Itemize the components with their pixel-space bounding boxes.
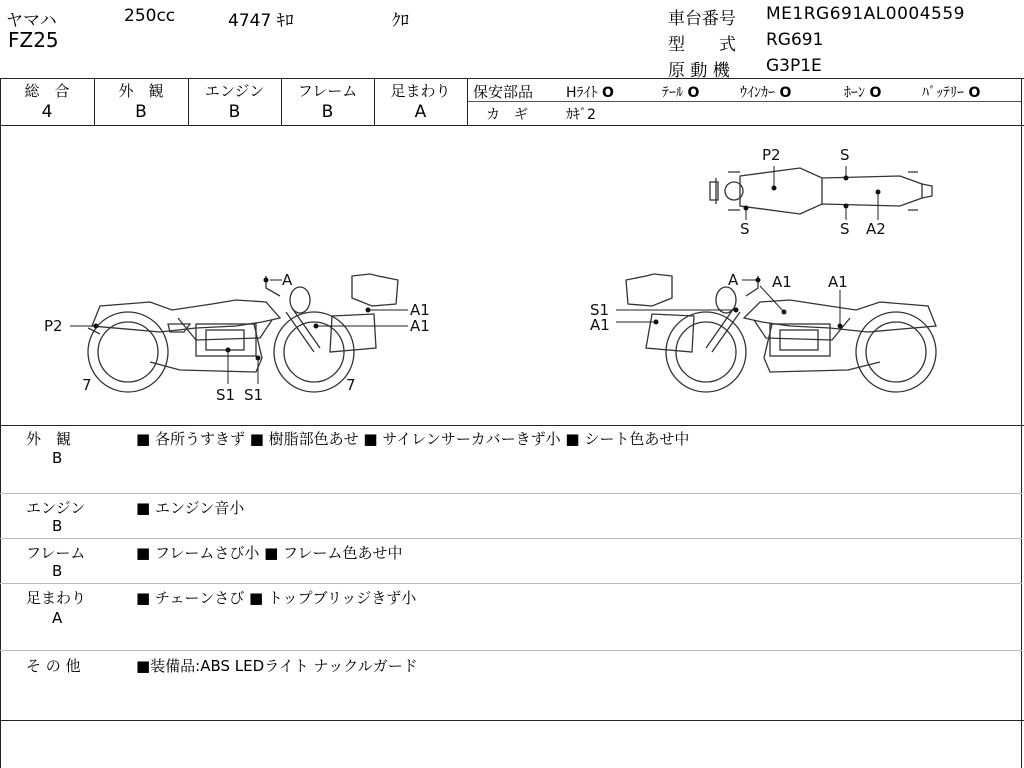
divider [467, 78, 468, 125]
engine-value: G3P1E [766, 56, 822, 76]
divider [0, 493, 1022, 494]
rating-value-frame: B [321, 102, 334, 122]
displacement: 250cc [124, 6, 176, 26]
rating-label-frame: フレーム [297, 82, 358, 100]
diagram-label: A1 [410, 301, 430, 319]
detail-grade-engine: B [52, 517, 63, 535]
detail-notes-engine: ■ エンジン音小 [136, 499, 245, 517]
safety-item-tail: ﾃｰﾙ O [662, 85, 700, 101]
diagram-label: 7 [346, 376, 356, 394]
vin-label: 車台番号 [668, 9, 736, 29]
divider [0, 425, 1024, 426]
rating-value-suspension: A [414, 102, 427, 122]
rating-label-suspension: 足まわり [390, 82, 451, 100]
detail-grade-frame: B [52, 562, 63, 580]
divider [0, 78, 1024, 79]
detail-label-exterior: 外 観 [26, 430, 72, 448]
type-label: 型 式 [668, 35, 736, 55]
key-label: カ ギ [486, 107, 528, 123]
detail-label-other: そ の 他 [26, 657, 81, 675]
detail-label-suspension: 足まわり [26, 589, 87, 607]
bike-top-view [710, 168, 932, 214]
engine-label: 原 動 機 [668, 61, 730, 81]
diagram-label: A1 [772, 273, 792, 291]
safety-item-headlight: Hﾗｲﾄ O [566, 85, 614, 101]
detail-notes-frame: ■ フレームさび小 ■ フレーム色あせ中 [136, 544, 403, 562]
detail-notes-other: ■装備品:ABS LEDライト ナックルガード [136, 657, 418, 675]
safety-title: 保安部品 [473, 83, 534, 101]
diagram-label: P2 [762, 146, 781, 164]
divider [0, 650, 1022, 651]
bike-right-view [626, 274, 936, 392]
rating-label-overall: 総 合 [24, 82, 70, 100]
key-value: ｶｷﾞ2 [566, 107, 596, 123]
divider [0, 583, 1022, 584]
divider [0, 538, 1022, 539]
diagram-label: 7 [82, 376, 92, 394]
color: ｸﾛ [392, 11, 409, 31]
diagram-label: A [282, 271, 293, 289]
detail-notes-exterior: ■ 各所うすきず ■ 樹脂部色あせ ■ サイレンサーカバーきず小 ■ シート色あせ中 [136, 430, 690, 448]
detail-grade-exterior: B [52, 449, 63, 467]
diagram-label: S1 [216, 386, 236, 404]
rating-label-engine: エンジン [204, 82, 265, 100]
bike-diagram [0, 126, 1022, 424]
vin-value: ME1RG691AL0004559 [766, 4, 965, 24]
detail-notes-suspension: ■ チェーンさび ■ トップブリッジきず小 [136, 589, 417, 607]
safety-item-winker: ｳｲﾝｶｰ O [740, 85, 792, 101]
diagram-label: S1 [590, 301, 610, 319]
diagram-label: P2 [44, 317, 63, 335]
safety-item-horn: ﾎｰﾝ O [844, 85, 882, 101]
divider [0, 720, 1024, 721]
detail-label-frame: フレーム [26, 544, 86, 562]
rating-value-overall: 4 [41, 102, 53, 122]
detail-grade-suspension: A [52, 609, 63, 627]
rating-value-engine: B [228, 102, 241, 122]
rating-label-exterior: 外 観 [118, 82, 164, 100]
diagram-label: A1 [828, 273, 848, 291]
rating-value-exterior: B [135, 102, 147, 122]
type-value: RG691 [766, 30, 824, 50]
diagram-label: A1 [590, 316, 610, 334]
mileage: 4747 ｷﾛ [228, 11, 294, 31]
diagram-label: A [728, 271, 739, 289]
safety-item-battery: ﾊﾞｯﾃﾘｰ O [922, 85, 981, 101]
diagram-label: A2 [866, 220, 886, 238]
detail-label-engine: エンジン [26, 499, 86, 517]
maker: ヤマハ [6, 11, 57, 31]
diagram-label: S [840, 220, 850, 238]
diagram-label: A1 [410, 317, 430, 335]
diagram-label: S1 [244, 386, 264, 404]
diagram-label: S [740, 220, 750, 238]
diagram-label: S [840, 146, 850, 164]
bike-left-view [88, 274, 398, 392]
model-name: FZ25 [8, 28, 59, 52]
